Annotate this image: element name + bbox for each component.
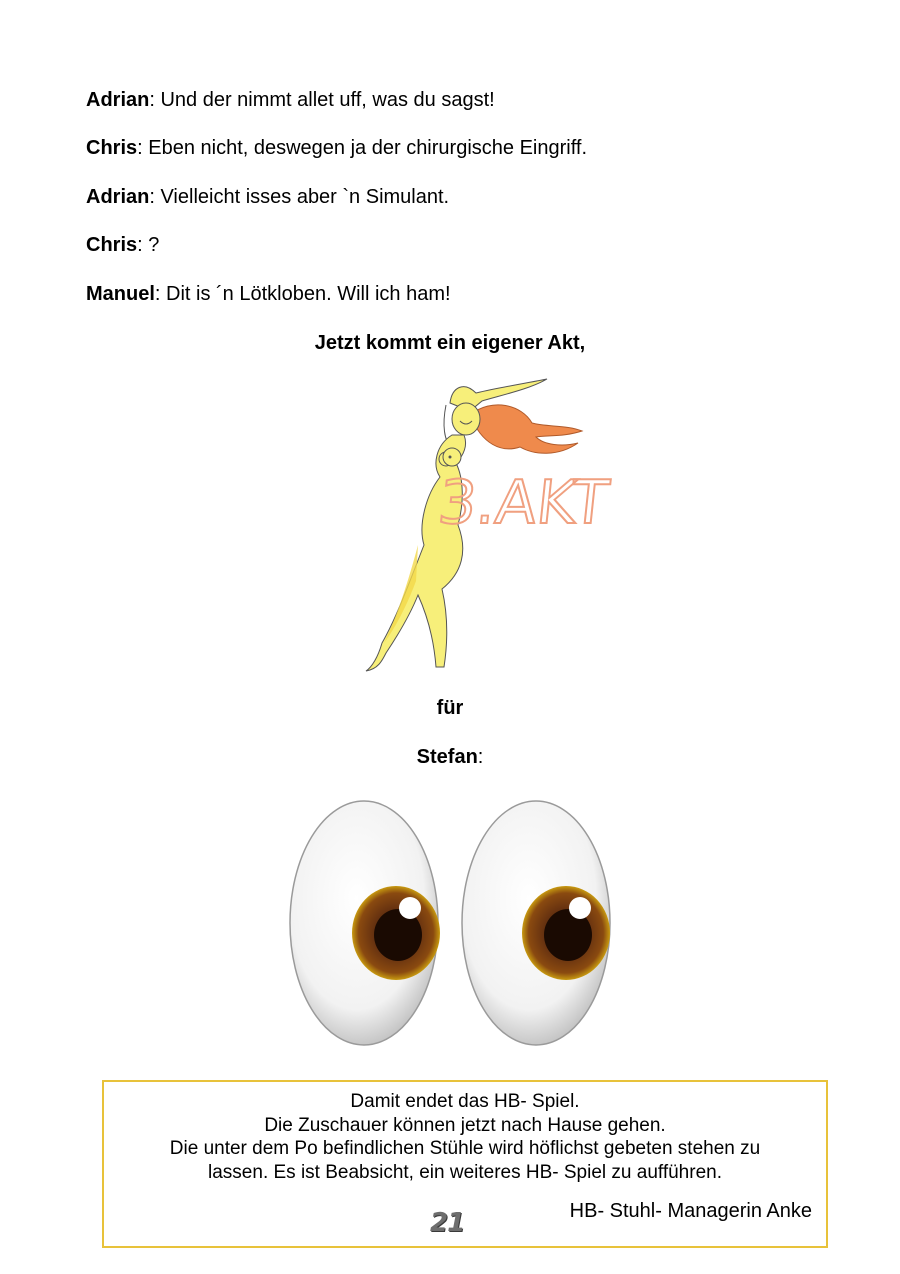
dialogue-text: : Vielleicht isses aber `n Simulant.: [149, 186, 450, 208]
speaker-name: Adrian: [86, 89, 150, 111]
dialogue-line: [86, 282, 451, 306]
dialogue-text: : Eben nicht, deswegen ja der chirurgische Eingriff.: [137, 137, 588, 159]
speaker-name: Manuel: [86, 283, 155, 305]
dialogue-line: [86, 136, 587, 160]
recipient-line: [0, 745, 900, 769]
page-number: 21: [430, 1208, 465, 1238]
signature: HB- Stuhl- Managerin Anke: [569, 1200, 812, 1222]
act-heading: Jetzt kommt ein eigener Akt,: [314, 332, 586, 354]
fuer-label: für: [436, 697, 464, 719]
left-eye: [290, 801, 440, 1045]
eyes-icon: [286, 798, 616, 1048]
dialogue-text: : Dit is ´n Lötkloben. Will ich ham!: [154, 283, 451, 305]
dancing-figure-illustration: [352, 375, 642, 675]
speaker-name: Adrian: [86, 186, 150, 208]
recipient-name: Stefan: [416, 746, 478, 768]
closing-message: [104, 1090, 826, 1184]
notice-line: Damit endet das HB- Spiel.: [350, 1091, 580, 1112]
akt-label-graphic: [435, 468, 612, 538]
dialogue-line: [86, 233, 159, 257]
notice-line: lassen. Es ist Beabsicht, ein weiteres HB- Spiel zu aufführen.: [208, 1161, 722, 1183]
notice-line: Die Zuschauer können jetzt nach Hause gehen.: [264, 1114, 666, 1136]
speaker-name: Chris: [86, 137, 138, 159]
recipient-suffix: :: [477, 746, 484, 768]
dialogue-text: : Und der nimmt allet uff, was du sagst!: [149, 89, 495, 111]
closing-notice-box: [102, 1080, 828, 1248]
notice-line: Die unter dem Po befindlichen Stühle wird höflichst gebeten stehen zu: [169, 1138, 761, 1159]
dialogue-line: [86, 88, 495, 112]
dialogue-text: : ?: [137, 234, 160, 256]
right-eye: [462, 801, 610, 1045]
dialogue-line: [86, 185, 449, 209]
akt-label: 3.AKT: [434, 468, 612, 538]
speaker-name: Chris: [86, 234, 138, 256]
